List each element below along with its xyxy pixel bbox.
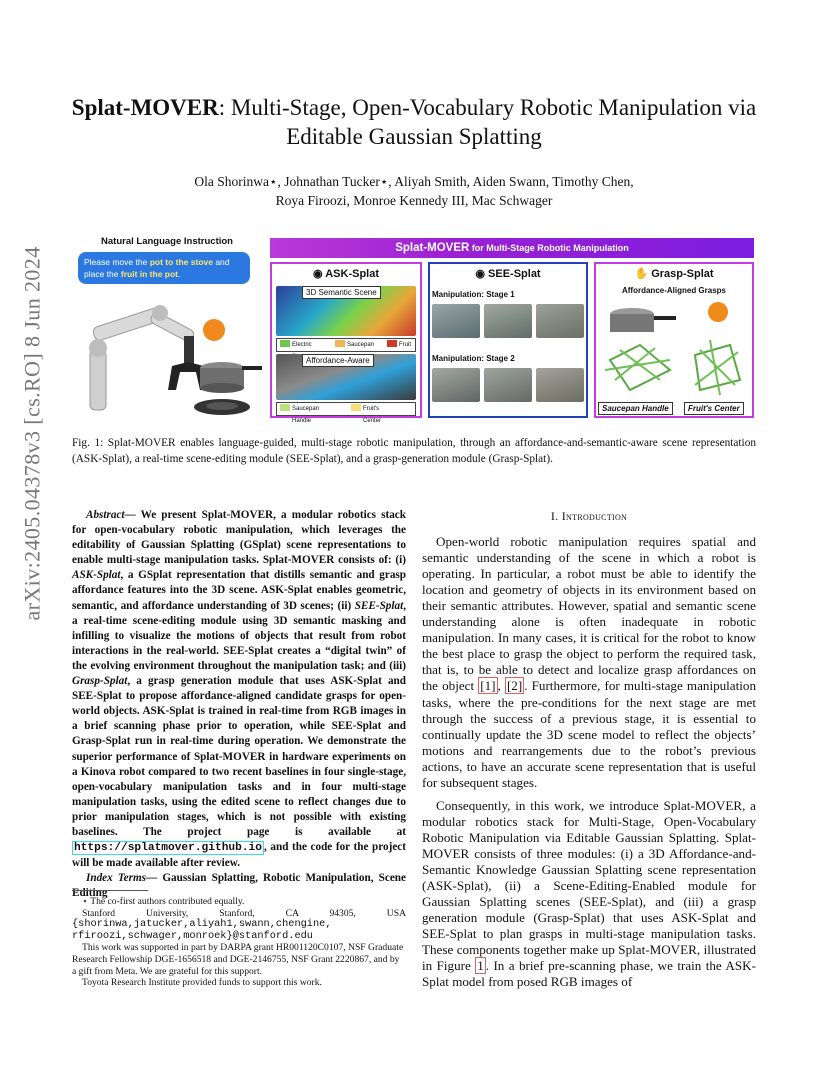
- see-splat-title: ◉ SEE-Splat: [475, 268, 541, 280]
- stage1-label: Manipulation: Stage 1: [432, 290, 515, 299]
- index-terms: Index Terms— Gaussian Splatting, Robotic Manipulation, Scene Editing: [72, 872, 406, 900]
- stage2-label: Manipulation: Stage 2: [432, 354, 515, 363]
- grasp-subtitle: Affordance-Aligned Grasps: [621, 286, 726, 295]
- arxiv-identifier: arXiv:2405.04378v3 [cs.RO] 8 Jun 2024: [19, 246, 45, 621]
- authors-line2: Roya Firoozi, Monroe Kennedy III, Mac Schwager: [275, 193, 553, 208]
- title-line2: Editable Gaussian Splatting: [286, 124, 542, 149]
- semantic-scene-label: 3D Semantic Scene: [302, 286, 381, 299]
- grasp-label-fruit: Fruit's Center: [684, 402, 744, 415]
- stage1-frame-1: [432, 304, 480, 338]
- intro-paragraph-2: Consequently, in this work, we introduce Splat-MOVER, a modular robotics stack for Multi-Stage, Open-Vocabulary Robotic Manipulation via Editable Gaussian Splatting. Splat-MOVER consists of three modules: (i) a 3D Affordance-and-Semantic Knowledge Gaussian Splatting scene representation (ASK-Splat), (ii) a Scene-Editing-Enabled module for Gaussian Splatting scenes (SEE-Splat), and (iii) a grasp generation module (Grasp-Splat) that uses ASK-Splat and SEE-Splat to plan grasps in multi-stage manipulation tasks. These components together make up Splat-MOVER, illustrated in Figure 1 . In a brief pre-scanning phase, we train the ASK-Splat model from posed RGB images of: [422, 797, 757, 990]
- stage2-frame-2: [484, 368, 532, 402]
- footnote-toyota: Toyota Research Institute provided funds to support this work.: [82, 977, 322, 989]
- footnotes: [72, 896, 406, 989]
- citation-1[interactable]: [1]: [480, 678, 496, 694]
- stage1-frame-2: [484, 304, 532, 338]
- figure-ref[interactable]: 1: [477, 958, 484, 974]
- semantic-legend: Electric Saucepan Fruit: [276, 338, 416, 352]
- intro-column: [422, 508, 756, 997]
- footnote-cofirst: ⋆ The co-first authors contributed equally.: [82, 896, 245, 907]
- ask-splat-panel: [270, 262, 422, 424]
- title-bold: Splat-MOVER: [71, 95, 219, 120]
- abstract-column: [72, 508, 406, 901]
- authors-line1: Ola Shorinwa⋆, Johnathan Tucker⋆, Aliyah Smith, Aiden Swann, Timothy Chen,: [194, 174, 634, 189]
- author-list: [120, 172, 708, 210]
- stage1-frame-3: [536, 304, 584, 338]
- citation-2[interactable]: [2]: [506, 678, 523, 694]
- figure-1: [72, 234, 756, 424]
- instruction-bubble: Please move the pot to the stove and place the fruit in the pot.: [78, 252, 250, 284]
- see-splat-panel: [428, 262, 588, 418]
- splat-mover-banner: Splat-MOVER for Multi-Stage Robotic Manipulation: [270, 238, 754, 258]
- robot-scene-image: [72, 290, 264, 418]
- grasp-splat-title: ✋ Grasp-Splat: [634, 268, 714, 280]
- title-rest: : Multi-Stage, Open-Vocabulary Robotic Manipulation via: [218, 95, 757, 120]
- stage2-frame-1: [432, 368, 480, 402]
- project-link[interactable]: https://splatmover.github.io: [74, 842, 262, 855]
- nli-title: Natural Language Instruction: [101, 236, 233, 247]
- stage2-frame-3: [536, 368, 584, 402]
- affordance-label: Affordance-Aware: [302, 354, 374, 367]
- grasp-splat-panel: [594, 262, 754, 418]
- intro-paragraph-1: Open-world robotic manipulation requires spatial and semantic understanding of the scene in which a robot is operating. In particular, a robot must be able to identify the location and geometry of objects in its environment based on their semantic attributes. However, spatial and semantic scene understanding alone is often inadequate in robotic manipulation. In many cases, it is critical for the robot to know the best place to grasp the object to perform the required task, that is, to be able to detect and localize grasp affordances on the object [1] , [2] . Furthermore, for multi-stage manipulation tasks, where the pre-conditions for the next stage are met through the success of a previous stage, it is essential to continually update the 3D scene model to reflect the objects’ motions and rearrangements due to the robot’s previous actions, to have an accurate scene representation that is useful for subsequent stages.: [422, 534, 756, 790]
- figure-caption: Fig. 1: Splat-MOVER enables language-guided, multi-stage robotic manipulation, through an affordance-and-semantic-aware scene representation (ASK-Splat), a real-time scene-editing module (SEE-Splat), and a grasp-generation module (Grasp-Splat).: [72, 437, 756, 465]
- footnote-funding: This work was supported in part by DARPA grant HR001120C0107, NSF Graduate Research Fellowship DGE-1656518 and DGE-2146755, NSF Grant 2220867, and by a gift from Meta. We are grateful for this support.: [72, 942, 404, 977]
- footnote-affiliation: Stanford University, Stanford, CA 94305, USA: [82, 907, 406, 919]
- grasp-label-handle: Saucepan Handle: [598, 402, 673, 415]
- affordance-legend: Saucepan Handle Fruit's Center: [276, 402, 416, 416]
- section-heading: I. Introduction: [550, 509, 628, 523]
- ask-splat-title: ◉ ASK-Splat: [312, 268, 380, 280]
- footnote-emails: {shorinwa,jatucker,aliyah1,swann,chengine, rfiroozi,schwager,monroek}@stanford.edu: [72, 918, 332, 942]
- abstract: Abstract— We present Splat-MOVER, a modular robotics stack for open-vocabulary robotic manipulation, which leverages the editability of Gaussian Splatting (GSplat) scene representations to enable multi-stage manipulation tasks. Splat-MOVER consists of: (i) ASK-Splat, a GSplat representation that distills semantic and grasp affordance features into the 3D scene. ASK-Splat enables geometric, semantic, and affordance understanding of 3D scenes; (ii) SEE-Splat, a real-time scene-editing module using 3D semantic masking and infilling to visualize the motions of objects that result from robot interactions in the real-world. SEE-Splat creates a “digital twin” of the evolving environment throughout the manipulation task; and (iii) Grasp-Splat, a grasp generation module that uses ASK-Splat and SEE-Splat to propose affordance-aligned candidate grasps for open-world objects. ASK-Splat is trained in real-time from RGB images in a brief scanning phase prior to operation, while SEE-Splat and Grasp-Splat run in real-time during operation. We demonstrate the superior performance of Splat-MOVER in hardware experiments on a Kinova robot compared to two recent baselines in four single-stage, open-vocabulary manipulation tasks and in four multi-stage manipulation tasks, using the edited scene to reflect changes due to prior manipulation stages, which is not possible with existing baselines. The project page is available at https://splatmover.github.io , and the code for the project will be made available after review.: [72, 509, 406, 870]
- paper-title: [70, 93, 758, 151]
- grasp-candidates-image: [600, 300, 750, 402]
- footnote-rule: [72, 890, 148, 891]
